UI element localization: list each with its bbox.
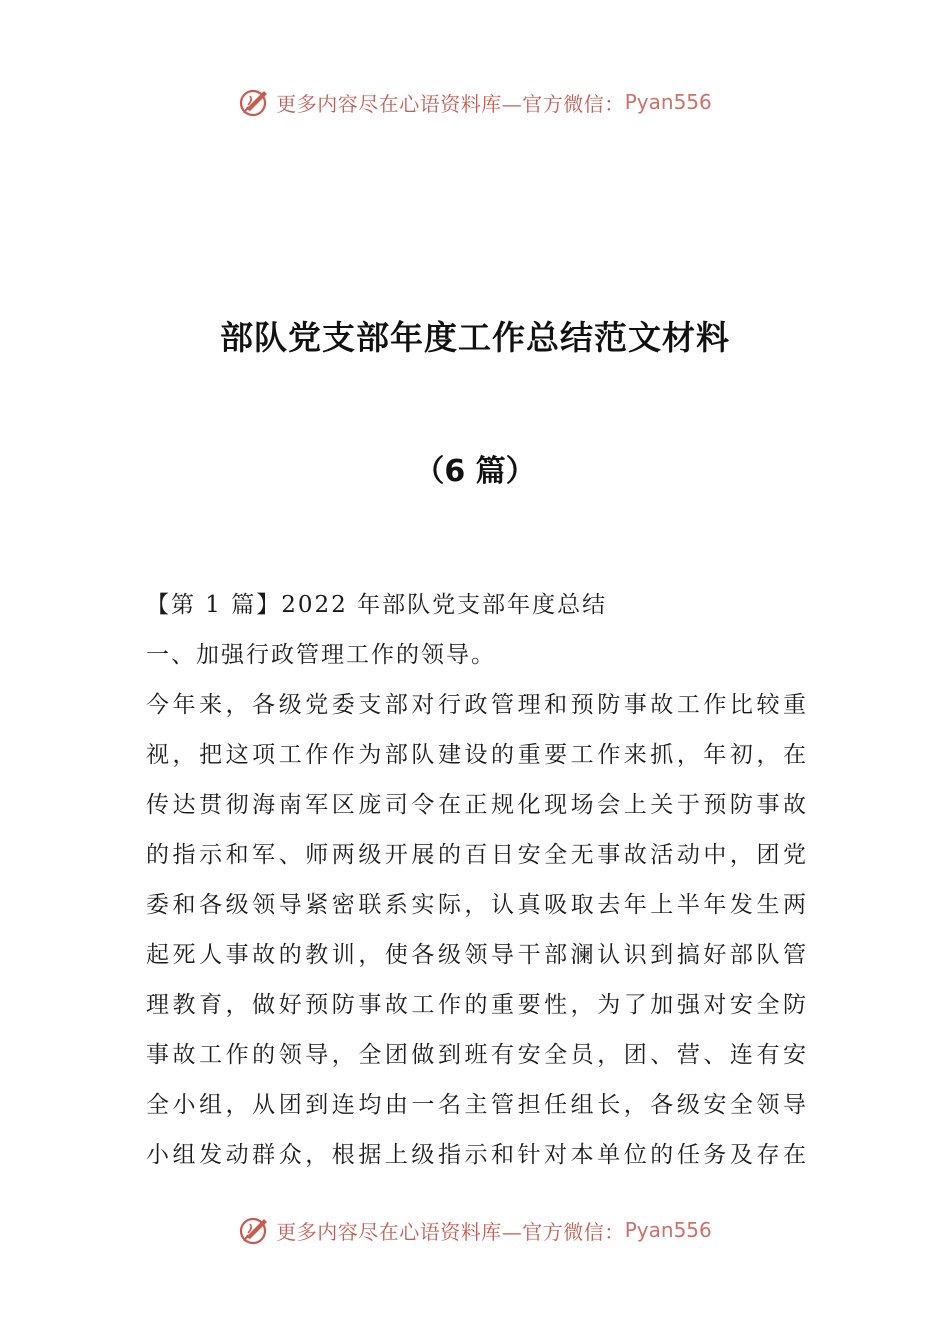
paragraph-line: 的指示和军、师两级开展的百日安全无事故活动中，团党 bbox=[146, 842, 806, 868]
header-banner-text: 更多内容尽在心语资料库—官方微信： bbox=[276, 91, 625, 116]
quill-logo-icon bbox=[238, 85, 272, 119]
footer-banner-text: 更多内容尽在心语资料库—官方微信： bbox=[276, 1219, 625, 1244]
paragraph-line: 全小组，从团到连均由一名主管担任组长，各级安全领导 bbox=[146, 1092, 806, 1118]
subheading: 一、加强行政管理工作的领导。 bbox=[146, 642, 496, 668]
header-banner bbox=[0, 82, 950, 122]
paragraph-line: 传达贯彻海南军区庞司令在正规化现场会上关于预防事故 bbox=[146, 792, 806, 818]
document-subtitle: （6 篇） bbox=[414, 454, 536, 489]
document-title: 部队党支部年度工作总结范文材料 bbox=[220, 318, 730, 357]
paragraph-line: 起死人事故的教训，使各级领导干部澜认识到搞好部队管 bbox=[146, 942, 806, 968]
document-body bbox=[146, 588, 806, 1188]
paragraph-line: 小组发动群众，根据上级指示和针对本单位的任务及存在 bbox=[146, 1142, 806, 1168]
footer-wechat-id: Pyan556 bbox=[624, 1218, 712, 1242]
paragraph-line: 理教育，做好预防事故工作的重要性，为了加强对安全防 bbox=[146, 992, 806, 1018]
footer-banner bbox=[0, 1210, 950, 1250]
section-heading: 【第 1 篇】2022 年部队党支部年度总结 bbox=[146, 592, 608, 618]
paragraph-line: 事故工作的领导，全团做到班有安全员，团、营、连有安 bbox=[146, 1042, 806, 1068]
paragraph-line: 视，把这项工作作为部队建设的重要工作来抓，年初，在 bbox=[146, 742, 806, 768]
header-wechat-id: Pyan556 bbox=[624, 90, 712, 114]
quill-logo-icon bbox=[238, 1213, 272, 1247]
paragraph-line: 委和各级领导紧密联系实际，认真吸取去年上半年发生两 bbox=[146, 892, 806, 918]
paragraph-line: 今年来，各级党委支部对行政管理和预防事故工作比较重 bbox=[146, 692, 806, 718]
